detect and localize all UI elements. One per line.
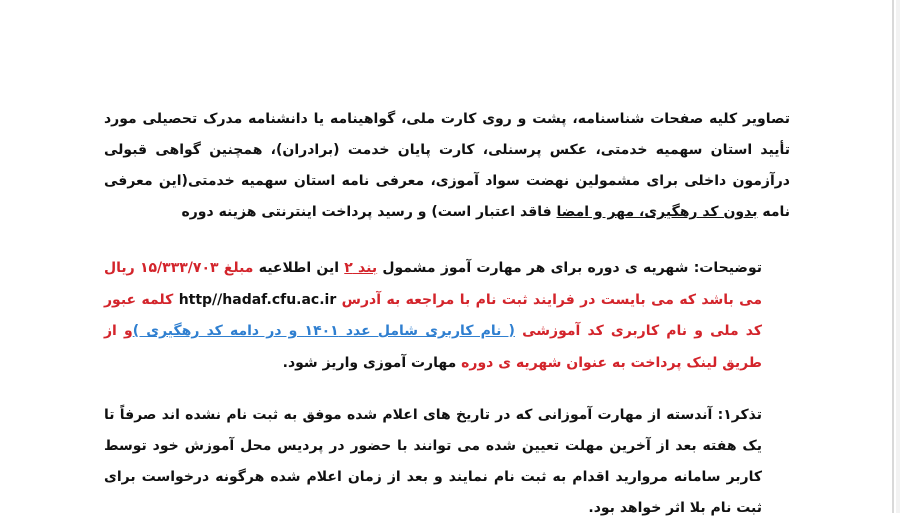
text-segment: توضیحات: شهریه ی دوره برای هر مهارت آموز مشمول	[377, 260, 762, 276]
website-link[interactable]: http//hadaf.cfu.ac.ir	[178, 291, 337, 308]
scrollbar-track[interactable]	[896, 0, 900, 513]
text-segment: فاقد اعتبار است) و رسید پرداخت اینترنتی هزینه دوره	[181, 204, 557, 220]
paragraph-note	[104, 400, 790, 524]
clause-reference: بند ۲	[344, 260, 378, 276]
login-text: کلمه عبور کد ملی و نام کاربری کد آموزشی	[104, 291, 763, 339]
text-segment: مهارت آموزی واریز شود.	[282, 354, 462, 371]
paragraph-tuition	[104, 253, 790, 379]
payment-text: و از طریق لینک پرداخت به عنوان شهریه ی دوره	[104, 323, 762, 371]
text-segment: تصاویر کلیه صفحات شناسنامه، پشت و روی کارت ملی، گواهینامه یا دانشنامه مدرک تحصیلی مورد تأیید استان سهمیه خدمتی، عکس پرسنلی، کارت پایان خدمت (برادران)، همچنین گواهی قبولی درآزمون داخلی برای مشمولین نهضت سواد آموزی، معرفی نامه استان سهمیه خدمتی(این معرفی نامه	[104, 111, 790, 220]
document-body	[104, 104, 790, 524]
note-text: تذکر۱: آندسته از مهارت آموزانی که در تاریخ های اعلام شده موفق به ثبت نام نشده اند صرفاً تا یک هفته بعد از آخرین مهلت تعیین شده می توانند با حضور در پردیس محل آموزش خود توسط کاربر سامانه مروارید اقدام به ثبت نام نمایند و بعد از زمان اعلام شده هرگونه درخواست برای ثبت نام بلا اثر خواهد بود.	[104, 407, 762, 516]
underlined-text: بدون کد رهگیری، مهر و امضا	[556, 204, 758, 220]
paragraph-required-documents	[104, 104, 790, 228]
fee-text: مبلغ ۱۵/۳۳۳/۷۰۳ ریال می باشد که می بایست در فرایند ثبت نام با مراجعه به آدرس	[104, 260, 762, 308]
page-edge	[892, 0, 894, 513]
text-segment: این اطلاعیه	[253, 260, 345, 276]
username-note: ( نام کاربری شامل عدد ۱۴۰۱ و در دامه کد رهگیری )	[132, 323, 515, 339]
